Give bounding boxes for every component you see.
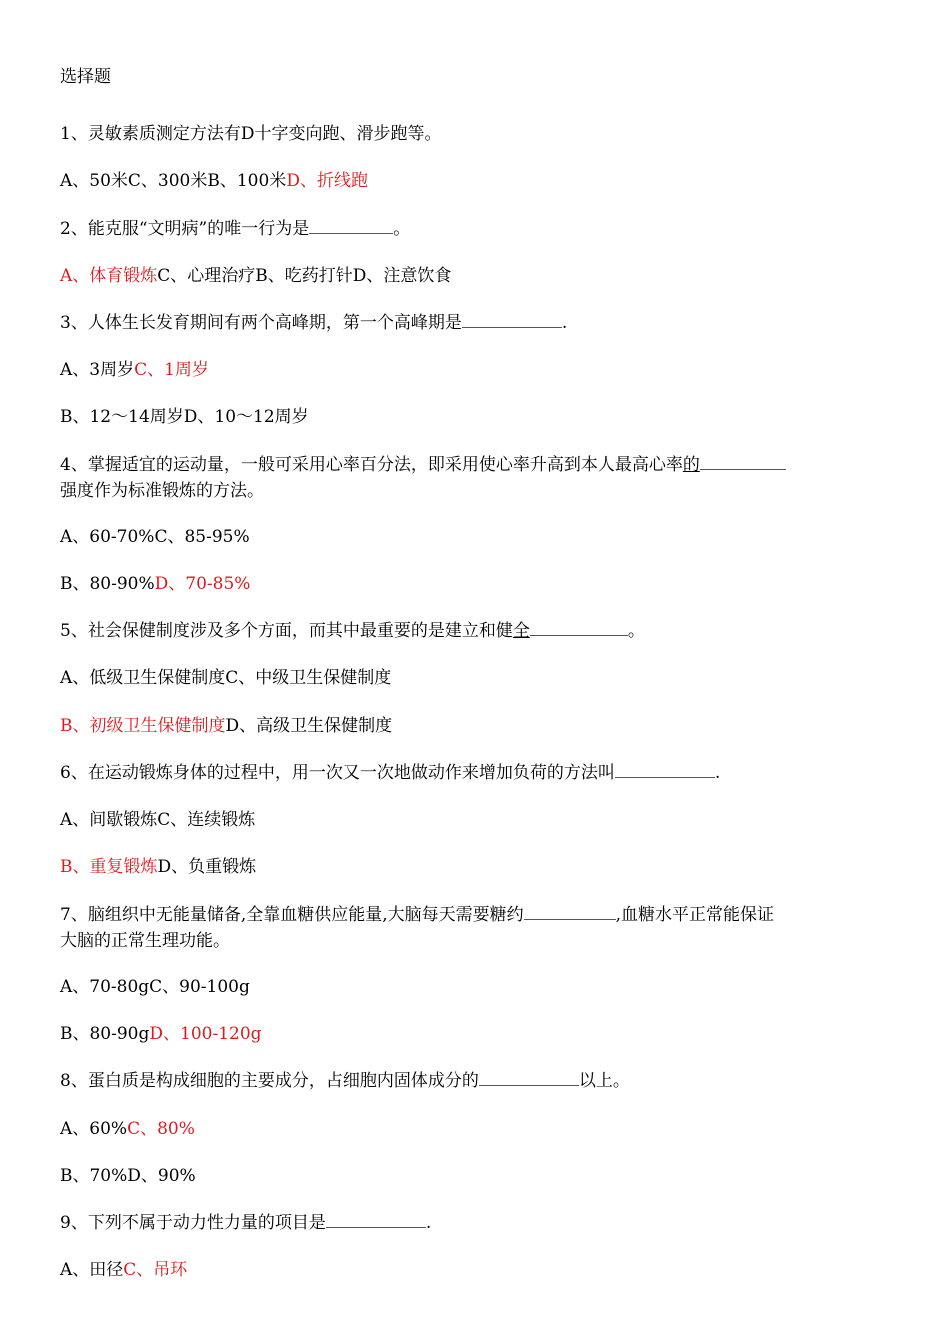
underlined-text: 的 bbox=[682, 455, 700, 475]
question-text: 8、蛋白质是构成细胞的主要成分，占细胞内固体成分的 bbox=[60, 1071, 479, 1091]
question-7-options-1: A、70-80gC、90-100g bbox=[60, 977, 250, 997]
question-8-options-2: B、70%D、90% bbox=[60, 1166, 196, 1186]
question-1-options bbox=[60, 168, 870, 194]
question-9-options-1 bbox=[60, 1257, 870, 1283]
question-6-options-1: A、间歇锻炼C、连续锻炼 bbox=[60, 810, 256, 830]
answer-highlight: C、吊环 bbox=[123, 1260, 188, 1280]
question-4-options-1: A、60-70%C、85-95% bbox=[60, 527, 250, 547]
option-text: D、高级卫生保健制度 bbox=[225, 716, 393, 736]
answer-highlight: C、80% bbox=[127, 1119, 195, 1139]
question-text: 4、掌握适宜的运动量，一般可采用心率百分法，即采用使心率升高到本人最高心率 bbox=[60, 455, 683, 475]
question-text: 9、下列不属于动力性力量的项目是 bbox=[60, 1213, 326, 1233]
question-6 bbox=[60, 760, 870, 786]
question-4 bbox=[60, 452, 870, 478]
question-3-options-1 bbox=[60, 357, 870, 383]
answer-blank bbox=[479, 1071, 579, 1086]
answer-highlight: C、1周岁 bbox=[134, 360, 209, 380]
question-text: 7、脑组织中无能量储备,全靠血糖供应能量,大脑每天需要糖约 bbox=[60, 905, 524, 925]
answer-blank bbox=[462, 313, 562, 328]
underlined-text: 全 bbox=[512, 621, 530, 641]
option-text: B、80-90% bbox=[60, 574, 155, 594]
answer-highlight: D、折线跑 bbox=[286, 171, 368, 191]
question-4-line-2: 强度作为标准锻炼的方法。 bbox=[60, 481, 264, 501]
option-text: A、3周岁 bbox=[60, 360, 135, 380]
question-9 bbox=[60, 1210, 870, 1236]
question-7-options-2 bbox=[60, 1021, 870, 1047]
question-7-line-2: 大脑的正常生理功能。 bbox=[60, 931, 230, 951]
option-text: A、50米C、300米B、100米 bbox=[60, 171, 287, 191]
question-6-options-2 bbox=[60, 854, 870, 880]
question-text-end: 。 bbox=[627, 621, 645, 641]
question-text-end: . bbox=[425, 1213, 432, 1233]
question-text-end: 。 bbox=[393, 219, 411, 239]
answer-highlight: D、70-85% bbox=[154, 574, 251, 594]
option-text: A、60% bbox=[60, 1119, 128, 1139]
answer-blank bbox=[309, 219, 393, 234]
question-2-options bbox=[60, 263, 870, 289]
answer-blank bbox=[615, 763, 715, 778]
option-text: B、80-90g bbox=[60, 1024, 150, 1044]
question-7 bbox=[60, 902, 870, 928]
question-text-end: . bbox=[561, 313, 568, 333]
question-text: 2、能克服“文明病”的唯一行为是 bbox=[60, 219, 310, 239]
question-text-end: . bbox=[714, 763, 721, 783]
question-4-options-2 bbox=[60, 571, 870, 597]
question-3-options-2: B、12～14周岁D、10～12周岁 bbox=[60, 407, 309, 427]
question-8-options-1 bbox=[60, 1116, 870, 1142]
question-text-end: ,血糖水平正常能保证 bbox=[615, 905, 775, 925]
answer-highlight: B、初级卫生保健制度 bbox=[60, 716, 226, 736]
option-text: C、心理治疗B、吃药打针D、注意饮食 bbox=[157, 266, 452, 286]
answer-blank bbox=[326, 1213, 426, 1228]
question-8 bbox=[60, 1068, 870, 1094]
question-5-options-2 bbox=[60, 713, 870, 739]
question-5-options-1: A、低级卫生保健制度C、中级卫生保健制度 bbox=[60, 668, 392, 688]
question-text-end: 以上。 bbox=[578, 1071, 630, 1091]
question-5 bbox=[60, 618, 870, 644]
question-1: 1、灵敏素质测定方法有D十字变向跑、滑步跑等。 bbox=[60, 124, 442, 144]
question-2 bbox=[60, 216, 870, 242]
answer-blank bbox=[524, 905, 616, 920]
answer-highlight: D、100-120g bbox=[149, 1024, 262, 1044]
answer-highlight: B、重复锻炼 bbox=[60, 857, 158, 877]
section-title: 选择题 bbox=[60, 67, 111, 86]
question-text: 3、人体生长发育期间有两个高峰期，第一个高峰期是 bbox=[60, 313, 462, 333]
option-text: A、田径 bbox=[60, 1260, 124, 1280]
answer-highlight: A、体育锻炼 bbox=[60, 266, 158, 286]
answer-blank bbox=[700, 455, 786, 470]
question-3 bbox=[60, 310, 870, 336]
answer-blank bbox=[530, 621, 628, 636]
question-text: 5、社会保健制度涉及多个方面，而其中最重要的是建立和健 bbox=[60, 621, 513, 641]
option-text: D、负重锻炼 bbox=[157, 857, 257, 877]
question-text: 6、在运动锻炼身体的过程中，用一次又一次地做动作来增加负荷的方法叫 bbox=[60, 763, 615, 783]
